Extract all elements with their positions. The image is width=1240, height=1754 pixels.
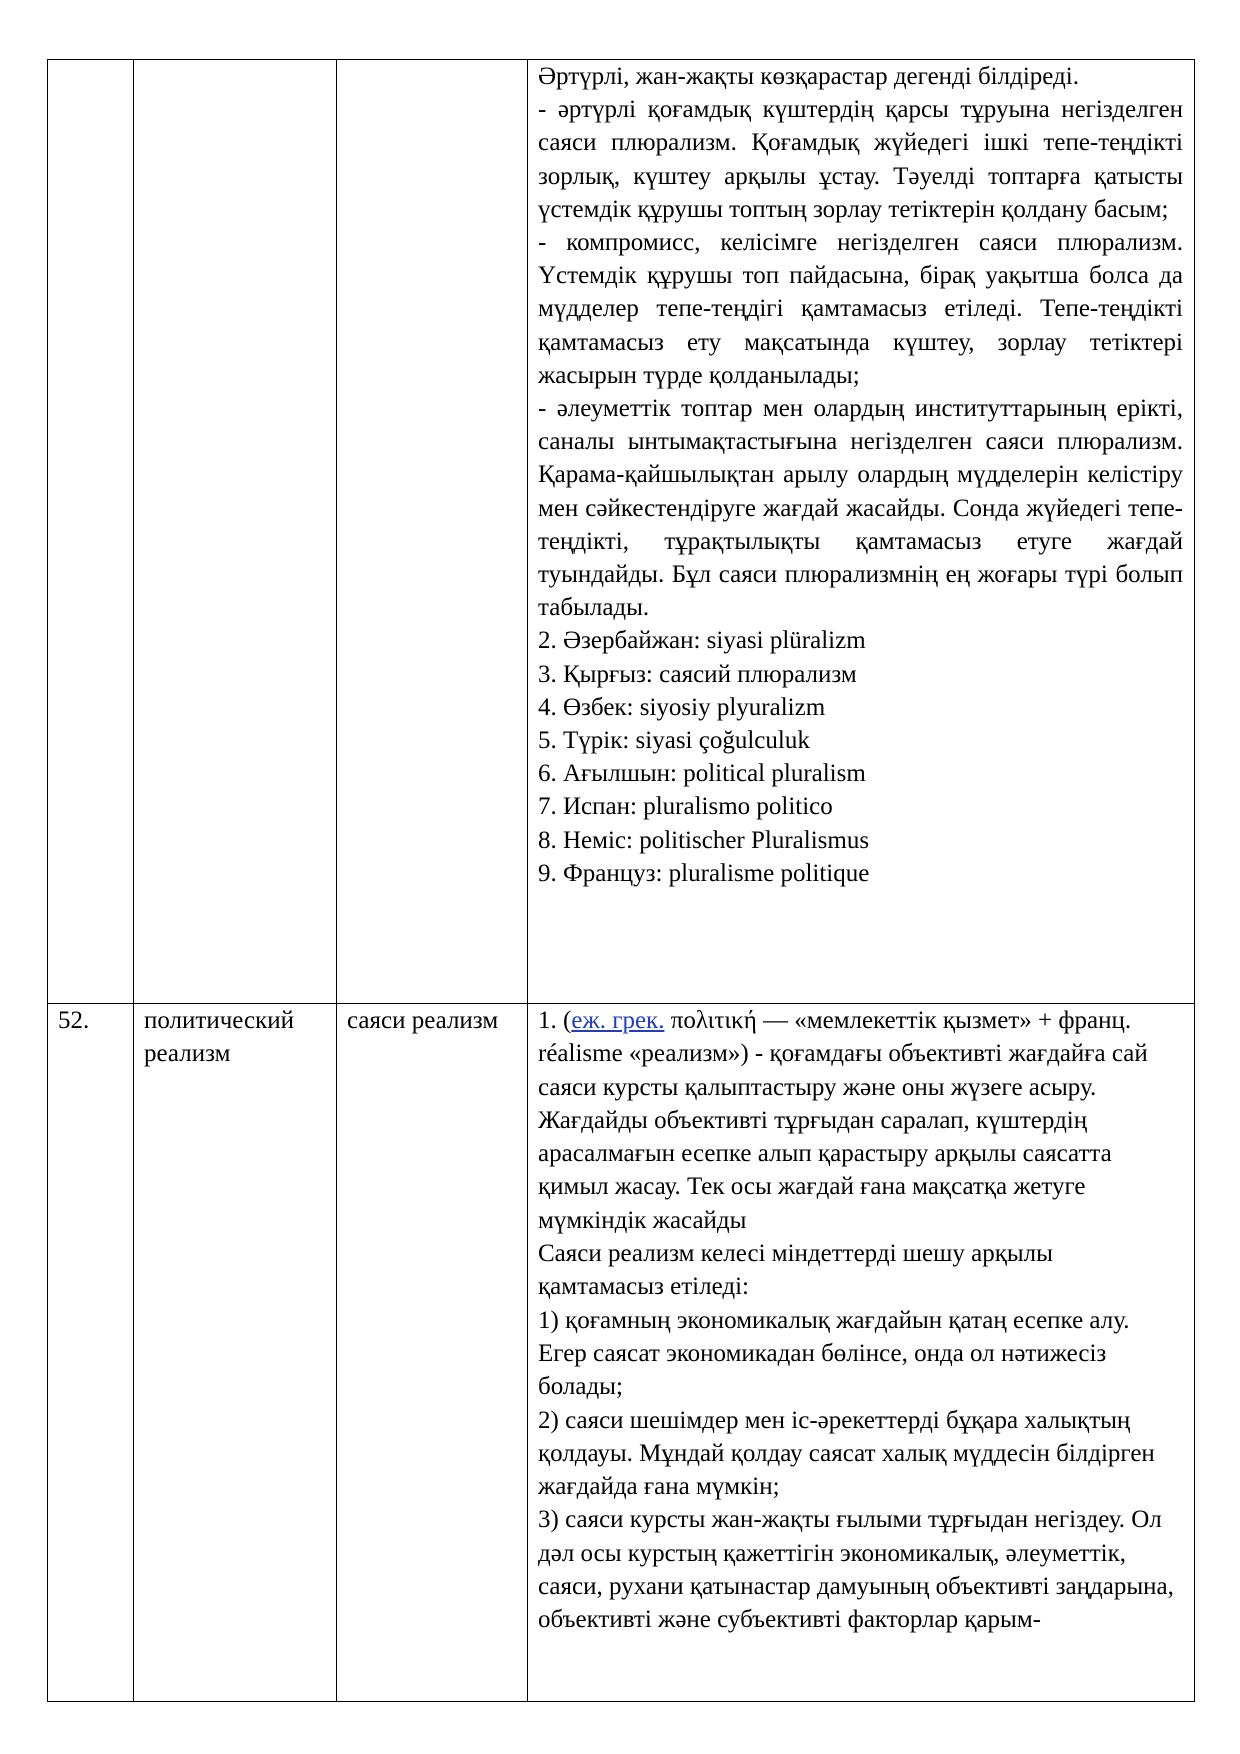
definition-paragraph: - әлеуметтік топтар мен олардың институттарының ерікті, саналы ынтымақтастығына негізделген саяси плюрализм. Қарама-қайшылықтан арылу олардың мүдделерін келістіру мен сәйкестендіруге жағдай жасайды. Сонда жүйедегі тепе-теңдікті, тұрақтылықты қамтамасыз етуге жағдай туындайды. Бұл саяси плюрализмнің ең жоғары түрі болып табылады. [538, 395, 1183, 622]
definition-paragraph: 3) саяси курсты жан-жақты ғылыми тұрғыдан негіздеу. Ол дәл осы курстың қажеттігін экономикалық, әлеуметтік, саяси, рухани қатынастар дамуының объективті заңдарына, объективті және субъективті факторлар қарым- [538, 1506, 1174, 1634]
translation-line: 9. Француз: pluralisme politique [538, 859, 870, 887]
definition-cell [528, 60, 1195, 1004]
translation-line: 8. Неміс: politischer Pluralismus [538, 826, 870, 854]
definition-text: πολιτική — «мемлекеттік қызмет» + франц. réalisme «реализм») - қоғамдағы объективті жағдайға сай саяси курсты қалыптастыру және оны жүзеге асыру. Жағдайды объективті тұрғыдан саралап, күштердің арасалмағын есепке алып қарастыру арқылы саясатта қимыл жасау. Тек осы жағдай ғана мақсатқа жетуге мүмкіндік жасайды [538, 1007, 1148, 1234]
translation-line: 7. Испан: pluralismo politico [538, 793, 833, 821]
translation-line: 2. Әзербайжан: siyasi plüralizm [538, 627, 866, 655]
glossary-table [47, 59, 1195, 1702]
definition-paragraph: Әртүрлі, жан-жақты көзқарастар дегенді білдіреді. [538, 63, 1079, 90]
etymology-link[interactable]: еж. грек. [571, 1007, 665, 1034]
russian-term-cell: политический реализм [134, 1004, 337, 1702]
definition-prefix: 1. ( [538, 1007, 572, 1034]
kazakh-term-cell: саяси реализм [337, 1004, 528, 1702]
row-number-cell [48, 60, 134, 1004]
definition-cell [528, 1004, 1195, 1702]
definition-paragraph: 1) қоғамның экономикалық жағдайын қатаң есепке алу. Егер саясат экономикадан бөлінсе, онда ол нәтижесіз болады; [538, 1306, 1130, 1401]
translation-line: 5. Түрік: siyasi çoğulculuk [538, 727, 810, 755]
translation-line: 6. Ағылшын: political pluralism [538, 760, 866, 788]
table-row [48, 1004, 1195, 1702]
kazakh-term-cell [337, 60, 528, 1004]
definition-paragraph: 2) саяси шешімдер мен іс-әрекеттерді бұқара халықтың қолдауы. Мұндай қолдау саясат халық мүддесін білдірген жағдайда ғана мүмкін; [538, 1406, 1155, 1501]
definition-paragraph: - компромисс, келісімге негізделген саяси плюрализм. Үстемдік құрушы топ пайдасына, бірақ уақытша болса да мүдделер тепе-теңдігі қамтамасыз етіледі. Тепе-теңдікті қамтамасыз ету мақсатында күштеу, зорлау тетіктері жасырын түрде қолданылады; [538, 229, 1183, 389]
definition-paragraph: Саяси реализм келесі міндеттерді шешу арқылы қамтамасыз етіледі: [538, 1240, 1053, 1301]
table-row [48, 60, 1195, 1004]
row-number-cell: 52. [48, 1004, 134, 1702]
russian-term-cell [134, 60, 337, 1004]
definition-paragraph [538, 1004, 1183, 1237]
translation-line: 4. Өзбек: siyosiy plyuralizm [538, 693, 826, 721]
translation-line: 3. Қырғыз: саясий плюрализм [538, 660, 857, 688]
definition-paragraph: - әртүрлі қоғамдық күштердің қарсы тұруына негізделген саяси плюрализм. Қоғамдық жүйедегі ішкі тепе-теңдікті зорлық, күштеу арқылы ұстау. Тәуелді топтарға қатысты үстемдік құрушы топтың зорлау тетіктерін қолдану басым; [538, 96, 1183, 223]
